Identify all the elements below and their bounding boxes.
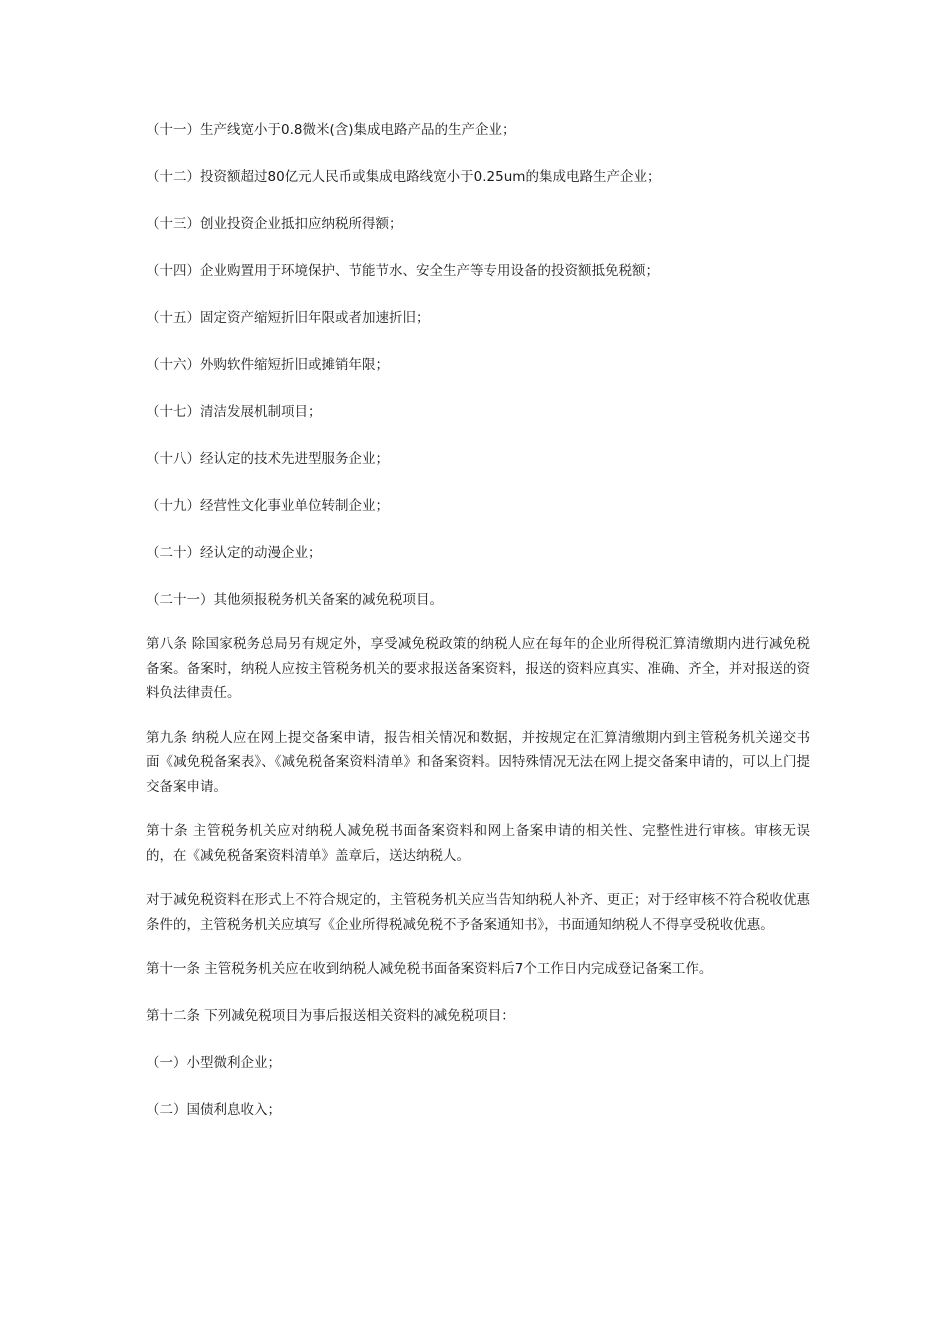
list-item: （十三）创业投资企业抵扣应纳税所得额；	[146, 216, 403, 232]
list-item: （十五）固定资产缩短折旧年限或者加速折旧；	[146, 310, 430, 326]
list-item: （十四）企业购置用于环境保护、节能节水、安全生产等专用设备的投资额抵免税额；	[146, 263, 659, 279]
article-10-continuation-paragraph: 对于减免税资料在形式上不符合规定的，主管税务机关应当告知纳税人补齐、更正；对于经审核不符合税收优惠条件的，主管税务机关应填写《企业所得税减免税不予备案通知书》，书面通知纳税人不得享受税收优惠。	[146, 892, 810, 933]
list-item: （二）国债利息收入；	[146, 1102, 281, 1118]
list-item: （十八）经认定的技术先进型服务企业；	[146, 451, 389, 467]
article-8-paragraph: 第八条 除国家税务总局另有规定外，享受减免税政策的纳税人应在每年的企业所得税汇算清缴期内进行减免税备案。备案时，纳税人应按主管税务机关的要求报送备案资料，报送的资料应真实、准确、齐全，并对报送的资料负法律责任。	[146, 636, 810, 701]
document-page	[146, 118, 810, 1122]
list-item: （十七）清洁发展机制项目；	[146, 404, 322, 420]
article-12-paragraph: 第十二条 下列减免税项目为事后报送相关资料的减免税项目：	[146, 1008, 515, 1024]
list-item: （十六）外购软件缩短折旧或摊销年限；	[146, 357, 389, 373]
list-item: （二十）经认定的动漫企业；	[146, 545, 322, 561]
list-item: （十一）生产线宽小于0.8微米(含)集成电路产品的生产企业；	[146, 122, 516, 138]
article-10-paragraph: 第十条 主管税务机关应对纳税人减免税书面备案资料和网上备案申请的相关性、完整性进行审核。审核无误的，在《减免税备案资料清单》盖章后，送达纳税人。	[146, 823, 810, 864]
list-item: （二十一）其他须报税务机关备案的减免税项目。	[146, 592, 443, 608]
list-item: （十二）投资额超过80亿元人民币或集成电路线宽小于0.25um的集成电路生产企业；	[146, 169, 661, 185]
article-9-paragraph: 第九条 纳税人应在网上提交备案申请，报告相关情况和数据，并按规定在汇算清缴期内到主管税务机关递交书面《减免税备案表》、《减免税备案资料清单》和备案资料。因特殊情况无法在网上提交备案申请的，可以上门提交备案申请。	[146, 729, 810, 795]
list-item: （十九）经营性文化事业单位转制企业；	[146, 498, 389, 514]
article-11-paragraph: 第十一条 主管税务机关应在收到纳税人减免税书面备案资料后7个工作日内完成登记备案工作。	[146, 961, 713, 977]
list-item: （一）小型微利企业；	[146, 1055, 281, 1071]
